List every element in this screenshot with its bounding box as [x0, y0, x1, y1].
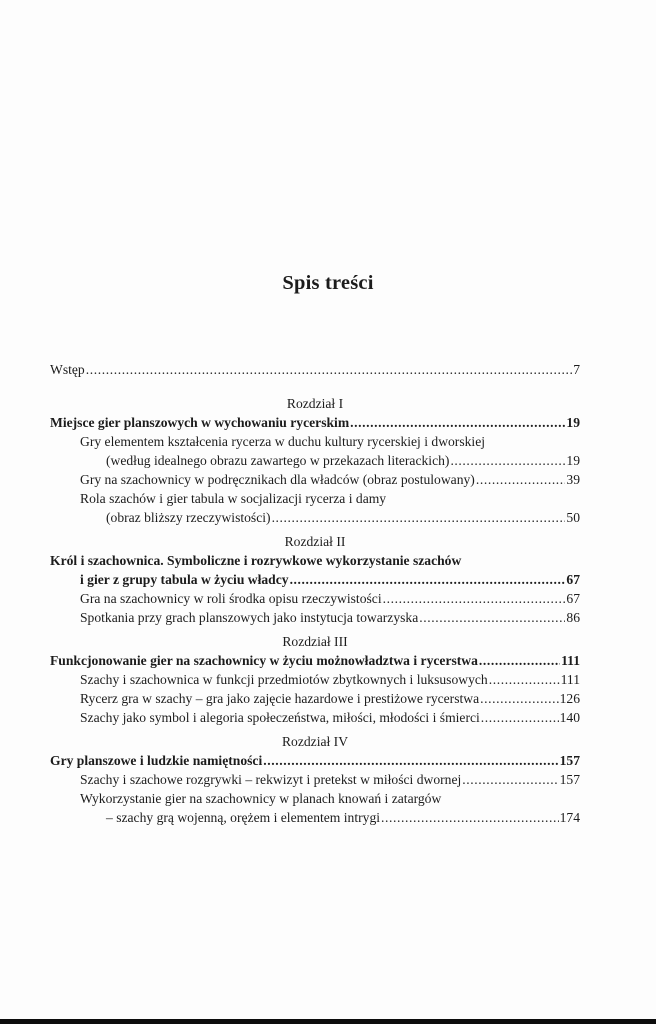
toc-intro-row — [50, 360, 580, 379]
toc-entry — [50, 451, 580, 470]
toc-entry — [50, 708, 580, 727]
toc-entry — [50, 808, 580, 827]
toc-entry-text: Szachy i szachowe rozgrywki – rekwizyt i pretekst w miłości dwornej — [80, 772, 462, 787]
dot-leader — [86, 360, 572, 379]
toc-entry-page: 174 — [559, 810, 580, 825]
chapter-heading-text: Gry planszowe i ludzkie namiętności — [50, 753, 263, 768]
toc-entry-text: Spotkania przy grach planszowych jako instytucja towarzyska — [80, 610, 419, 625]
chapter-heading-text: Miejsce gier planszowych w wychowaniu rycerskim — [50, 415, 350, 430]
chapter-label: Rozdział I — [286, 396, 344, 411]
chapter-heading-text: i gier z grupy tabula w życiu władcy — [80, 572, 289, 587]
chapter-section — [50, 632, 580, 727]
dot-leader — [489, 670, 560, 689]
toc-entry-page: 157 — [559, 772, 580, 787]
toc-entry-text: (obraz bliższy rzeczywistości) — [106, 510, 271, 525]
toc-entry-text: – szachy grą wojenną, orężem i elementem intrygi — [106, 810, 381, 825]
chapter-heading-page: 19 — [566, 415, 580, 430]
dot-leader — [450, 451, 565, 470]
toc-entry-text: Gra na szachownicy w roli środka opisu rzeczywistości — [80, 591, 382, 606]
dot-leader — [480, 689, 558, 708]
chapter-label: Rozdział II — [284, 534, 346, 549]
dot-leader — [479, 651, 560, 670]
dot-leader — [481, 708, 559, 727]
page-edge-bar — [0, 1019, 656, 1024]
toc-entry — [50, 470, 580, 489]
toc-entry-text: Gry na szachownicy w podręcznikach dla władców (obraz postulowany) — [80, 472, 475, 487]
page-title: Spis treści — [282, 272, 374, 294]
toc-entry — [50, 608, 580, 627]
chapter-section — [50, 532, 580, 627]
toc-entry-page: 67 — [566, 591, 580, 606]
toc-entry — [50, 689, 580, 708]
chapter-heading-page: 157 — [559, 753, 580, 768]
chapters-list — [50, 394, 580, 827]
chapter-heading-text: Funkcjonowanie gier na szachownicy w życiu możnowładztwa i rycerstwa — [50, 653, 478, 668]
toc-entry-text: Szachy jako symbol i alegoria społeczeństwa, miłości, młodości i śmierci — [80, 710, 480, 725]
dot-leader — [263, 751, 558, 770]
dot-leader — [381, 808, 559, 827]
chapter-heading — [50, 751, 580, 770]
toc-entry — [50, 508, 580, 527]
dot-leader — [476, 470, 566, 489]
chapter-section — [50, 732, 580, 827]
chapter-heading — [50, 651, 580, 670]
toc-entry-text: Wykorzystanie gier na szachownicy w planach knowań i zatargów — [80, 791, 442, 806]
chapter-heading-page: 111 — [561, 653, 580, 668]
dot-leader — [290, 570, 566, 589]
toc-entry-page: 50 — [566, 510, 580, 525]
chapter-section — [50, 394, 580, 527]
chapter-heading-text: Król i szachownica. Symboliczne i rozrywkowe wykorzystanie szachów — [50, 553, 462, 568]
toc-intro-label: Wstęp — [50, 362, 85, 377]
chapter-label: Rozdział III — [282, 634, 348, 649]
chapter-heading-page: 67 — [566, 572, 580, 587]
dot-leader — [272, 508, 566, 527]
toc-entry-text: Gry elementem kształcenia rycerza w duchu kultury rycerskiej i dworskiej — [80, 434, 486, 449]
toc-entry-page: 86 — [566, 610, 580, 625]
toc-intro-page: 7 — [573, 362, 580, 377]
toc-entry-page: 140 — [559, 710, 580, 725]
dot-leader — [419, 608, 565, 627]
table-of-contents — [50, 360, 580, 827]
toc-entry — [50, 770, 580, 789]
toc-entry-text: Rycerz gra w szachy – gra jako zajęcie hazardowe i prestiżowe rycerstwa — [80, 691, 480, 706]
toc-entry — [50, 589, 580, 608]
dot-leader — [462, 770, 558, 789]
toc-entry-page: 111 — [560, 672, 580, 687]
toc-entry-text: Rola szachów i gier tabula w socjalizacji rycerza i damy — [80, 491, 387, 506]
toc-entry-page: 39 — [566, 472, 580, 487]
toc-entry-text: Szachy i szachownica w funkcji przedmiotów zbytkownych i luksusowych — [80, 672, 488, 687]
toc-entry-page: 19 — [566, 453, 580, 468]
chapter-label: Rozdział IV — [281, 734, 349, 749]
chapter-heading — [50, 570, 580, 589]
toc-entry-text: (według idealnego obrazu zawartego w przekazach literackich) — [106, 453, 450, 468]
toc-entry — [50, 670, 580, 689]
dot-leader — [383, 589, 566, 608]
toc-entry-page: 126 — [559, 691, 580, 706]
chapter-heading — [50, 413, 580, 432]
dot-leader — [350, 413, 565, 432]
